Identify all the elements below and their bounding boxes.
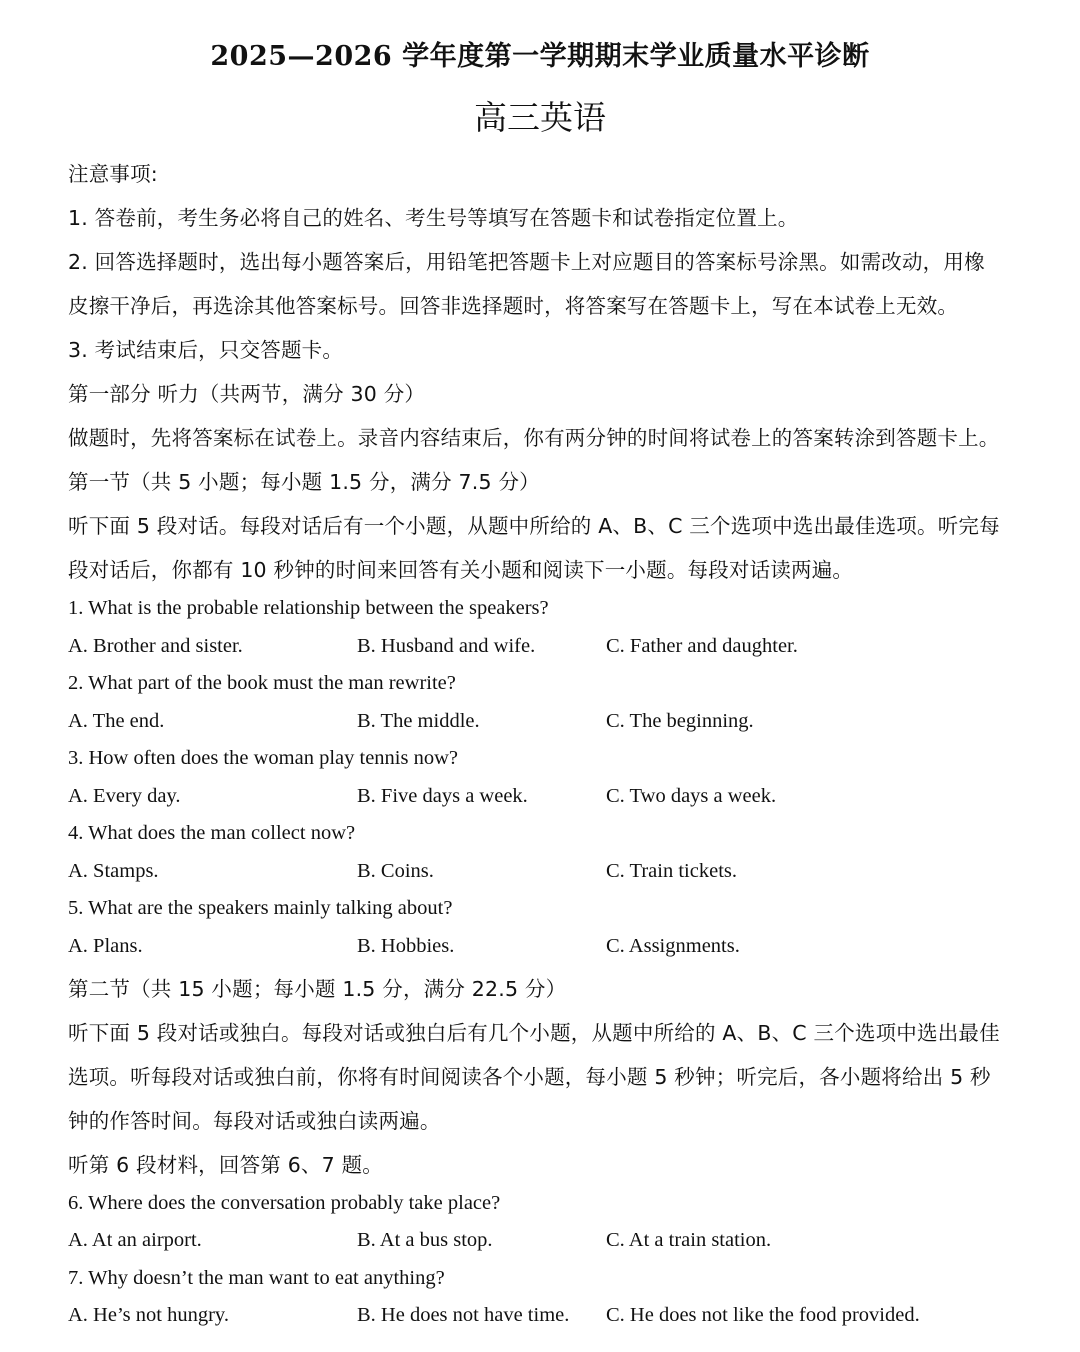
- material-note: 听第 6 段材料，回答第 6、7 题。: [68, 1153, 383, 1177]
- option-b: B. Coins.: [357, 860, 434, 882]
- option-c: C. Train tickets.: [606, 860, 737, 882]
- question-stem: 4. What does the man collect now?: [68, 822, 356, 844]
- option-c: C. Assignments.: [606, 935, 740, 957]
- option-b: B. Husband and wife.: [357, 635, 536, 657]
- option-c: C. Two days a week.: [606, 785, 777, 807]
- option-a: A. He’s not hungry.: [68, 1304, 229, 1326]
- section1-heading: 第一节（共 5 小题；每小题 1.5 分，满分 7.5 分）: [68, 470, 540, 494]
- option-c: C. The beginning.: [606, 710, 754, 732]
- section2-instruction-2: 选项。听每段对话或独白前，你将有时间阅读各个小题，每小题 5 秒钟；听完后，各小题将给出 5 秒: [68, 1065, 991, 1089]
- notice-item-2: 2. 回答选择题时，选出每小题答案后，用铅笔把答题卡上对应题目的答案标号涂黑。如需改动，用橡: [68, 250, 985, 274]
- option-b: B. Hobbies.: [357, 935, 455, 957]
- option-a: A. At an airport.: [68, 1229, 202, 1251]
- question-stem: 2. What part of the book must the man rewrite?: [68, 672, 456, 694]
- notice-item-1: 1. 答卷前，考生务必将自己的姓名、考生号等填写在答题卡和试卷指定位置上。: [68, 206, 799, 230]
- question-stem: 6. Where does the conversation probably take place?: [68, 1192, 501, 1214]
- option-c: C. At a train station.: [606, 1229, 772, 1251]
- exam-title: 2025—2026 学年度第一学期期末学业质量水平诊断: [210, 41, 870, 72]
- option-a: A. Every day.: [68, 785, 181, 807]
- section2-instruction-3: 钟的作答时间。每段对话或独白读两遍。: [68, 1109, 441, 1133]
- option-a: A. Plans.: [68, 935, 143, 957]
- notice-item-3: 3. 考试结束后，只交答题卡。: [68, 338, 344, 362]
- option-b: B. The middle.: [357, 710, 480, 732]
- option-b: B. At a bus stop.: [357, 1229, 493, 1251]
- option-c: C. Father and daughter.: [606, 635, 798, 657]
- section2-heading: 第二节（共 15 小题；每小题 1.5 分，满分 22.5 分）: [68, 977, 567, 1001]
- option-a: A. The end.: [68, 710, 165, 732]
- question-stem: 7. Why doesn’t the man want to eat anything?: [68, 1267, 445, 1289]
- option-c: C. He does not like the food provided.: [606, 1304, 920, 1326]
- option-b: B. Five days a week.: [357, 785, 528, 807]
- question-stem: 5. What are the speakers mainly talking about?: [68, 897, 453, 919]
- option-a: A. Stamps.: [68, 860, 159, 882]
- section1-instruction-2: 段对话后，你都有 10 秒钟的时间来回答有关小题和阅读下一小题。每段对话读两遍。: [68, 558, 854, 582]
- section2-instruction-1: 听下面 5 段对话或独白。每段对话或独白后有几个小题，从题中所给的 A、B、C 三个选项中选出最佳: [68, 1021, 1000, 1045]
- notice-heading: 注意事项:: [68, 162, 158, 186]
- question-stem: 1. What is the probable relationship between the speakers?: [68, 597, 549, 619]
- part1-heading: 第一部分 听力（共两节，满分 30 分）: [68, 382, 426, 406]
- part1-instruction: 做题时，先将答案标在试卷上。录音内容结束后，你有两分钟的时间将试卷上的答案转涂到答题卡上。: [68, 426, 1000, 450]
- section1-instruction-1: 听下面 5 段对话。每段对话后有一个小题，从题中所给的 A、B、C 三个选项中选出最佳选项。听完每: [68, 514, 1000, 538]
- option-b: B. He does not have time.: [357, 1304, 570, 1326]
- exam-subject: 高三英语: [474, 98, 606, 137]
- notice-item-2-cont: 皮擦干净后，再选涂其他答案标号。回答非选择题时，将答案写在答题卡上，写在本试卷上无效。: [68, 294, 959, 318]
- question-stem: 3. How often does the woman play tennis now?: [68, 747, 458, 769]
- option-a: A. Brother and sister.: [68, 635, 243, 657]
